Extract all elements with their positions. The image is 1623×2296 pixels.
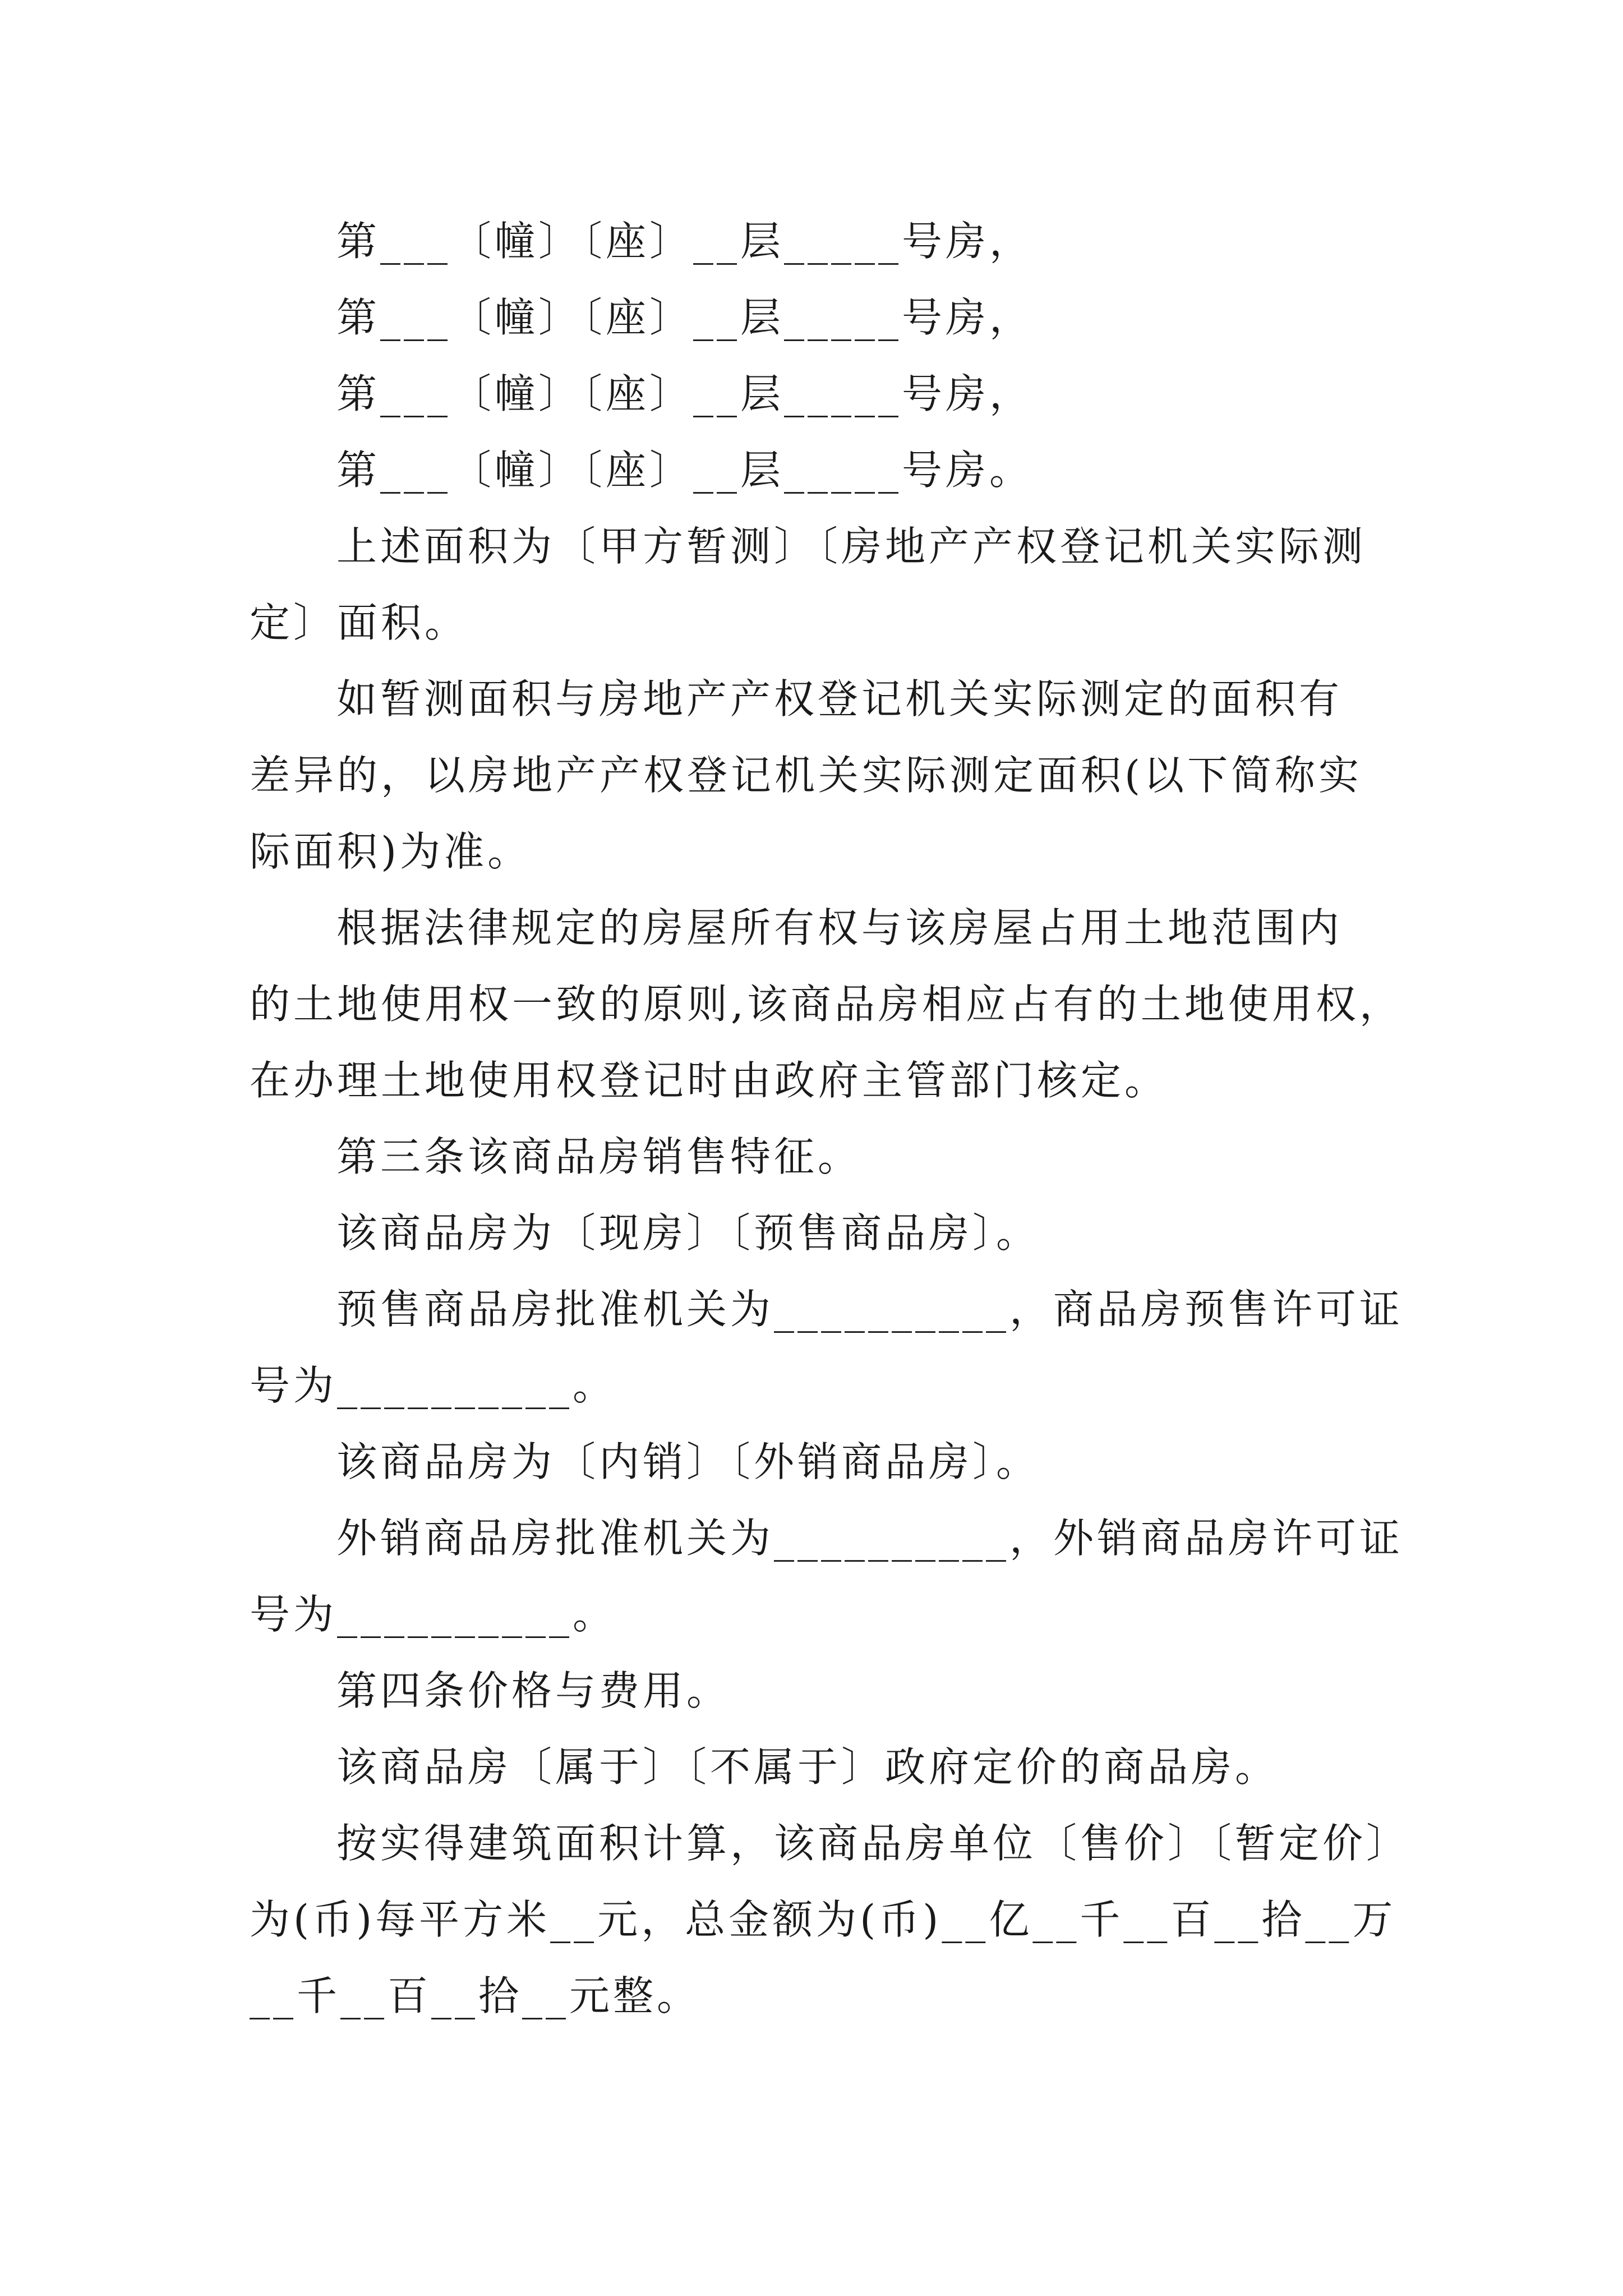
- text-line: __千__百__拾__元整。: [250, 1972, 701, 2019]
- text-line: 在办理土地使用权登记时由政府主管部门核定。: [250, 1057, 1169, 1104]
- text-line: 预售商品房批准机关为__________，商品房预售许可证: [336, 1286, 1404, 1333]
- text-line: 第三条该商品房销售特征。: [336, 1133, 862, 1180]
- text-line: 按实得建筑面积计算，该商品房单位〔售价〕〔暂定价〕: [336, 1820, 1410, 1867]
- text-line: 第___〔幢〕〔座〕__层_____号房，: [336, 370, 1034, 417]
- text-line: 该商品房〔属于〕〔不属于〕政府定价的商品房。: [336, 1743, 1279, 1791]
- text-line: 定〕面积。: [250, 599, 469, 646]
- text-line: 第___〔幢〕〔座〕__层_____号房。: [336, 447, 1034, 494]
- text-line: 为(币)每平方米__元，总金额为(币)__亿__千__百__拾__万: [250, 1896, 1396, 1943]
- text-line: 际面积)为准。: [250, 828, 532, 875]
- text-line: 号为__________。: [250, 1591, 617, 1638]
- text-line: 号为__________。: [250, 1362, 617, 1409]
- text-line: 根据法律规定的房屋所有权与该房屋占用土地范围内: [336, 904, 1343, 951]
- text-line: 第___〔幢〕〔座〕__层_____号房，: [336, 294, 1034, 341]
- text-line: 的土地使用权一致的原则,该商品房相应占有的土地使用权，: [250, 981, 1403, 1028]
- text-line: 外销商品房批准机关为__________，外销商品房许可证: [336, 1515, 1404, 1562]
- text-line: 该商品房为〔现房〕〔预售商品房〕。: [336, 1209, 1040, 1257]
- text-line: 差异的，以房地产产权登记机关实际测定面积(以下简称实: [250, 752, 1363, 799]
- text-line: 该商品房为〔内销〕〔外销商品房〕。: [336, 1438, 1040, 1485]
- text-line: 上述面积为〔甲方暂测〕〔房地产产权登记机关实际测: [336, 523, 1367, 570]
- text-line: 第___〔幢〕〔座〕__层_____号房，: [336, 218, 1034, 265]
- text-line: 第四条价格与费用。: [336, 1667, 731, 1714]
- text-line: 如暂测面积与房地产产权登记机关实际测定的面积有: [336, 675, 1343, 723]
